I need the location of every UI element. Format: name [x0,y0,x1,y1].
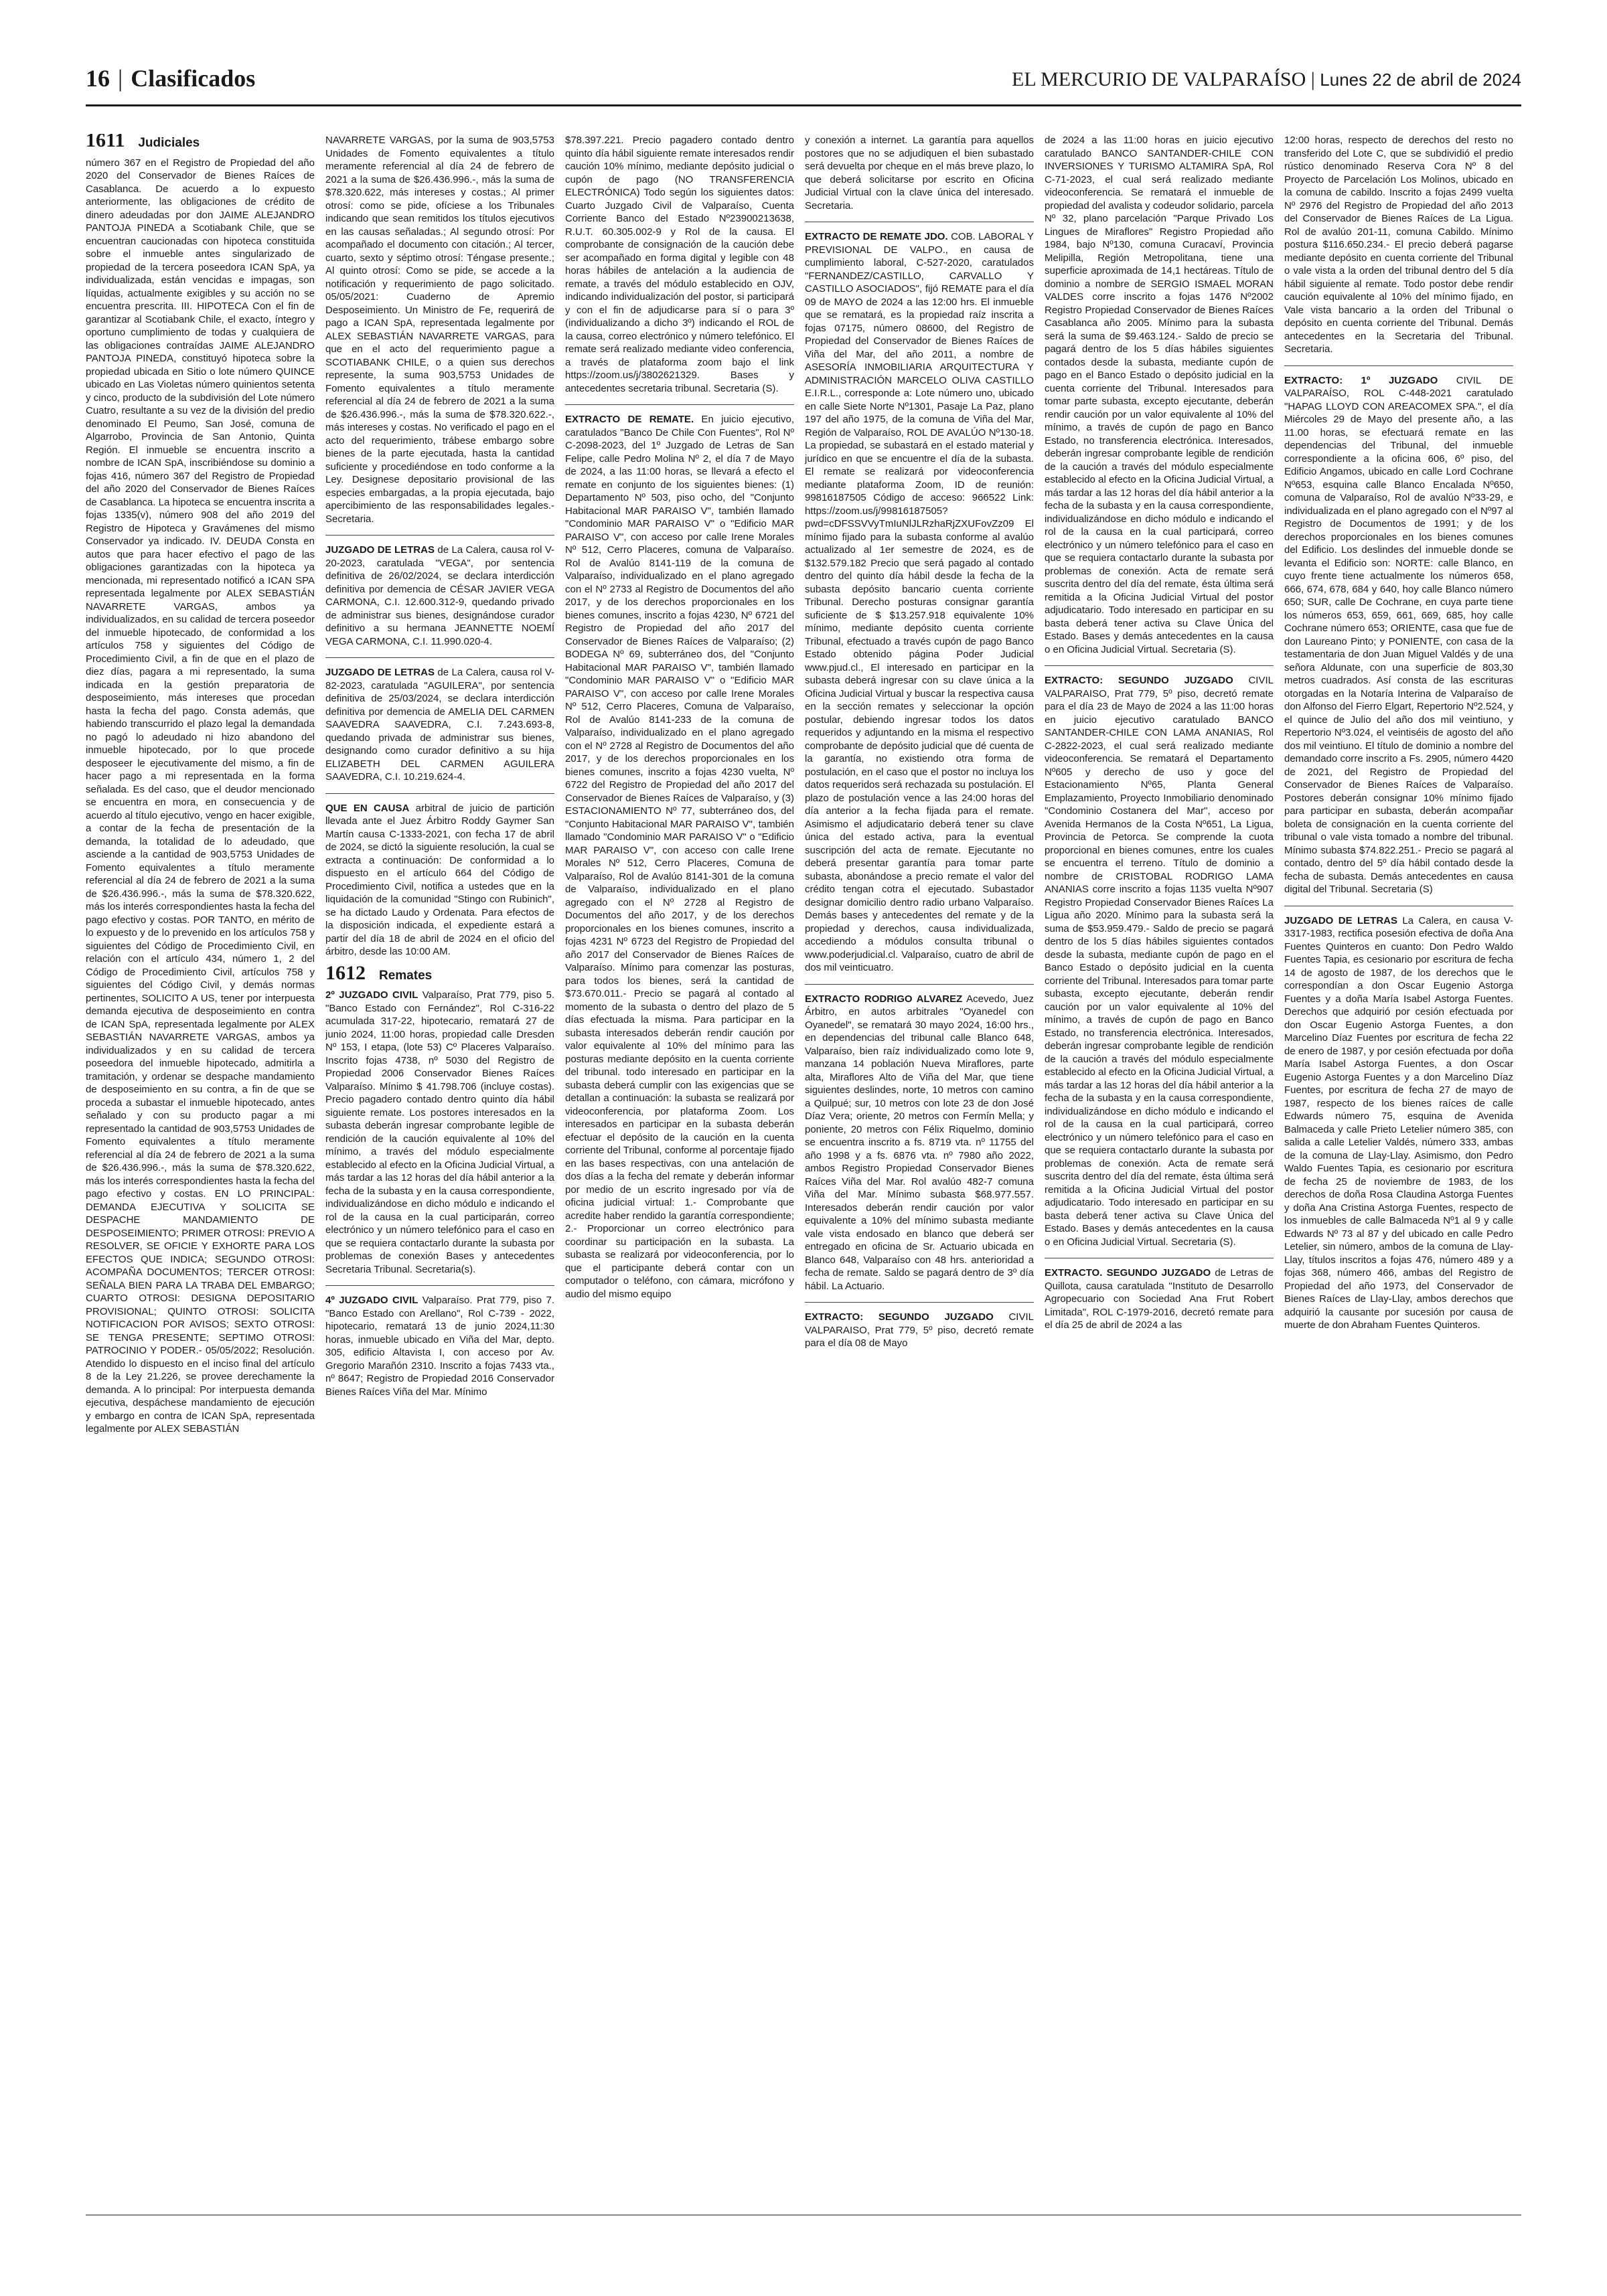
notice [565,413,794,1301]
notice-heading: JUZGADO DE LETRAS [325,667,435,678]
notice-heading: EXTRACTO DE REMATE. [565,414,694,425]
notice-text: de La Calera, causa rol V-82-2023, caratulada "AGUILERA", por sentencia definitiva de 25/03/2024, se declara interdicción definitiva por demencia de AMELIA DEL CARMEN SAAVEDRA SAAVEDRA, C.I. 7.243.693-8, quedando privada de administrar sus bienes, designando como curador definitivo a su hija ELIZABETH DEL CARMEN AGUILERA SAAVEDRA, C.I. 10.219.624-4. [325,667,554,783]
notice-heading: 2º JUZGADO CIVIL [325,989,418,1001]
column-1 [86,134,315,1444]
notice [325,544,554,648]
notice-text: Valparaíso, Prat 779, piso 5. "Banco Estado con Fernández", Rol C-316-22 acumulada 317-22, hipotecario, rematará 27 de junio 2024, 11:00 horas, propiedad calle Dresden Nº 153, I etapa, (lote 53) Cº Placeres Valparaíso. Inscrito fojas 4738, nº 5030 del Registro de Propiedad 2006 Conservador Bienes Raíces Valparaíso. Mínimo $ 41.798.706 (incluye costas). Precio pagadero contado dentro quinto día hábil siguiente remate. Los postores interesados en la subasta deberán ingresar comprobante legible de rendición de la caución equivalente al 10% del mínimo, a través del módulo especialmente establecido al efecto en la Oficina Judicial Virtual, a más tardar a las 12 horas del día hábil anterior a la fecha de la subasta y en la causa correspondiente, individualizándose en dicho módulo e indicando el rol de la causa en la cual participarán, correo electrónico y un número telefónico para el caso en que se requiera contactarlo durante la subasta por problemas de conexión Bases y antecedentes Secretaria Tribunal. Secretaria(s). [325,989,554,1275]
newspaper-name: EL MERCURIO DE VALPARAÍSO [1012,68,1306,90]
notice-divider [805,1302,1034,1303]
notice-heading: EXTRACTO DE REMATE JDO. [805,231,948,242]
footer-rule [86,2214,1521,2216]
notice-text: COB. LABORAL Y PREVISIONAL DE VALPO., en causa de cumplimiento laboral, C-527-2020, caratulados "FERNANDEZ/CASTILLO, CARVALLO Y CASTILLO ASOCIADOS", fijó REMATE para el día 09 de MAYO de 2024 a las 12:00 hrs. El inmueble que se rematará, es la propiedad raíz inscrita a fojas 07175, número 08600, del Registro de Propiedad del Conservador de Bienes Raíces de Viña del Mar, del año 2011, a nombre de ASESORÍA INMOBILIARIA ARQUITECTURA Y ADMINISTRACIÓN MARCELO OLIVA CASTILLO E.I.R.L., corresponde a: Lote número uno, ubicado en calle Siete Norte Nº1301, Pasaje La Paz, plano 197 del año 1975, de la comuna de Viña del Mar, Región de Valparaíso, ROL DE AVALÚO Nº130-18. La propiedad, se subastará en el estado material y jurídico en que se encuentre el día de la subasta. El remate se realizará por videoconferencia mediante plataforma Zoom, ID de reunión: 99816187505 Código de acceso: 966522 Link: https://zoom.us/j/99816187505?pwd=cDFSSVVyTmIuNlJLRzhaRjZXUFovZz09 El mínimo fijado para la subasta conforme al avalúo actualizado al 1er semestre de 2024, es de $132.579.182 Precio que será pagado al contado dentro del quinto día hábil desde la fecha de la subasta depósito bancario cuenta corriente Tribunal. Derecho posturas consignar garantía suficiente de $ $13.257.918 equivalente 10% mínimo, mediante depósito cuenta corriente Tribunal, efectuado a través cupón de pago Banco Estado obtenido página Poder Judicial www.pjud.cl., El interesado en participar en la subasta deberá ingresar con su clave única a la Oficina Judicial Virtual y buscar la respectiva causa en la sección remates y seleccionar la opción postular, debiendo ingresar todos los datos requeridos y adjuntando en la misma el respectivo comprobante de depósito judicial que dé cuenta de la garantía, no existiendo otra forma de postulación, en el caso que el postor no incluya los datos requeridos será rechazada su postulación. El plazo de postulación vence a las 24:00 horas del día anterior a la fecha fijada para el remate. Asimismo el adjudicatario deberá tener su clave única del estado activa, para la eventual suscripción del acta de remate. Ejecutante no deberá presentar garantía para tomar parte subasta, abonándose a precio remate el valor del crédito tengan cotra el ejecutado. Subastador designar domicilio dentro radio urbano Valparaíso. Demás bases y antecedentes del remate y de la propiedad y derechos, causa individualizada, accediendo a módulos consulta tribunal o www.poderjudicial.cl. Valparaíso, cuatro de abril de dos mil veinticuatro. [805,231,1034,973]
notice-text: CIVIL VALPARAISO, Prat 779, 5º piso, decretó remate para el día 08 de Mayo [805,1311,1034,1349]
notice-text: de 2024 a las 11:00 horas en juicio ejecutivo caratulado BANCO SANTANDER-CHILE CON INVERSIONES Y TURISMO ALTAMIRA SpA, Rol C-71-2023, el cual será realizado mediante videoconferencia. Se rematará el inmueble de propiedad del avalista y codeudor solidario, parcela Nº 32, plano parcelación "Parque Privado Los Lingues de Miraflores" Registro Propiedad año 1984, bajo Nº130, comuna Curacaví, Provincia Melipilla, Región Metropolitana, tiene una superficie aproximada de 14,1 hectáreas. Título de dominio a nombre de SERGIO ISMAEL MORAN VALDES corre inscrito a fojas 1476 Nº2002 Registro Propiedad Conservador de Bienes Raíces Casablanca año 2005. Mínimo para la subasta será la suma de $9.463.124.- Saldo de precio se pagará dentro de los 5 días hábiles siguientes contados desde la subasta, mediante cupón de pago en el Banco Estado o depósito judicial en la cuenta corriente del Tribunal. Interesados para tomar parte subasta, excepto ejecutante, deberán rendir caución por un valor equivalente al 10% del mínimo, a través de cupón de pago en Banco Estado, no transferencia electrónica. Interesados, deberán ingresar comprobante legible de rendición de la caución a través del módulo especialmente establecido al efecto en la Oficina Judicial Virtual, a más tardar a las 12 horas del día hábil anterior a la fecha de la subasta y en la causa correspondiente, individualizándose en dicho módulo e indicando el rol de la causa en la cual participará, correo electrónico y un número telefónico para el caso en que se requiera contactarlo durante la subasta por problemas de conexión. Acta de remate será suscrita dentro del día del remate, ésta última será remitida a la Oficina Judicial Virtual del postor adjudicatario. Todo interesado en participar en su basta deberá tener activa su Clave Única del Estado. Bases y demás antecedentes en la causa o en Oficina Judicial Virtual. Secretaria (S). [1045,135,1274,655]
notice-text: En juicio ejecutivo, caratulados "Banco De Chile Con Fuentes", Rol Nº C-2098-2023, del 1º Juzgado de Letras de San Felipe, calle Pedro Molina Nº 2, el día 7 de Mayo de 2024, a las 11:00 horas, se llevará a efecto el remate en conjunto de los siguientes bienes: (1) Departamento Nº 503, piso ocho, del "Conjunto Habitacional MAR PARAISO V", también llamado "Condominio MAR PARAISO V" o "Edificio MAR PARAISO V", con acceso por calle Irene Morales Nº 512, Cerro Placeres, comuna de Valparaíso. Rol de Avalúo 8141-119 de la comuna de Valparaíso, individualizado en el plano agregado con el Nº 2733 al Registro de Documentos del año 2017, y de los derechos proporcionales en los bienes comunes, inscrito a fojas 4230, Nº 6721 del Registro de Propiedad del año 2017 del Conservador de Bienes Raíces de Valparaíso; (2) BODEGA Nº 69, subterráneo dos, del "Conjunto Habitacional MAR PARAISO V", también llamado "Condominio MAR PARAISO V" o "Edificio MAR PARAISO V", con acceso por calle Irene Morales Nº 512, Cerro Placeres, Comuna de Valparaíso, Rol de Avalúo 8141-233 de la comuna de Valparaíso, individualizado en el plano agregado con el Nº 2728 al Registro de Documentos del año 2017, y de los derechos proporcionales en los bienes comunes, inscrito a fojas 4230 vuelta, Nº 6722 del Registro de Propiedad del año 2017 del Conservador de Bienes Raíces de Valparaíso, y (3) ESTACIONAMIENTO Nº 77, subterráneo dos, del "Conjunto Habitacional MAR PARAISO V", también llamado "Condominio MAR PARAISO V" o "Edificio MAR PARAISO V", con acceso con calle Irene Morales Nº 512, Cerro Placeres, Comuna de Valparaíso, Rol de Avalúo 8141-301 de la comuna de Valparaíso, individualizado en el plano agregado con el Nº 2728 al Registro de Documentos del año 2017, y de los derechos proporcionales en los bienes comunes, inscrito a fojas 4231 Nº 6723 del Registro de Propiedad del año 2017 del Conservador de Bienes Raíces de Valparaíso. Mínimo para comenzar las posturas, para todos los bienes, será la cantidad de $73.670.011.- Precio se pagará al contado al momento de la subasta o dentro del plazo de 5 días efectuada la misma. Para participar en la subasta interesados deberán rendir caución por valor equivalente al 10% del mínimo para las posturas mediante depósito en la cuenta corriente del tribunal. todo interesado en participar en la subasta deberá cumplir con las exigencias que se detallan a continuación: la subasta se realizará por videoconferencia, por plataforma Zoom. Los interesados en participar en la subasta deberán efectuar el depósito de la caución en la cuenta corriente del Tribunal, conforme al porcentaje fijado en las bases respectivas, con una antelación de dos días a la fecha del remate y deberán informar por medio de un escrito ingresado por vía de oficina judicial virtual: 1.- Comprobante que acredite haber rendido la garantía correspondiente; 2.- Proporcionar un correo electrónico para coordinar su participación en la subasta. La subasta se realizará por videoconferencia, por lo que el participante deberá contar con un computador o teléfono, con cámara, micrófono y audio del mismo equipo [565,414,794,1300]
masthead-separator: | [1310,68,1315,90]
notice-heading: QUE EN CAUSA [325,802,410,814]
notice-heading: JUZGADO DE LETRAS [1284,914,1398,926]
notice [805,1311,1034,1350]
issue-date: Lunes 22 de abril de 2024 [1320,70,1521,90]
column-5 [1045,134,1274,1340]
notice-text: $78.397.221. Precio pagadero contado dentro quinto día hábil siguiente remate interesados rendir caución 10% mínimo, mediante depósito judicial o cupón de pago (NO TRANSFERENCIA ELECTRÓNICA) Todo según los siguientes datos: Cuarto Juzgado Civil de Valparaíso, Cuenta Corriente Banco del Estado Nº23900213638, R.U.T. 60.305.002-9 y Rol de la causa. El comprobante de consignación de la caución debe ser acompañado en forma digital y legible con 48 horas hábiles de antelación a la audiencia de remate, a través del módulo establecido en OJV, indicando individualización del postor, si participará y con el fin de adjudicarse para sí o para 3º (individualizando a dicho 3º) indicando el ROL de la causa, correo electrónico y número telefónico. El remate será realizado mediante video conferencia, a través de plataforma zoom bajo el link https://zoom.us/j/3802621329. Bases y antecedentes secretaria tribunal. Secretaria (S). [565,135,794,394]
notice-text: de La Calera, causa rol V-20-2023, caratulada "VEGA", por sentencia definitiva de 26/02/2024, se declara interdicción definitiva por demencia de CÉSAR JAVIER VEGA CARMONA, C.I. 12.600.312-9, quedando privado de administrar sus bienes, designándose curador definitivo a su hermana JEANNETTE NOEMÍ VEGA CARMONA, C.I. 11.990.020-4. [325,544,554,647]
notice-text: arbitral de juicio de partición llevada ante el Juez Árbitro Roddy Gaymer San Martín causa C-1333-2021, con fecha 17 de abril de 2024, se dictó la siguiente resolución, la cual se extracta a continuación: De conformidad a lo dispuesto en el artículo 664 del Código de Procedimiento Civil, notifica a ustedes que en la liquidación de la comunidad "Stingo con Rubinich", se ha dictado Laudo y Ordenata. Para efectos de la disposición indicada, el expediente estará a partir del día 18 de abril de 2024 en el oficio del árbitro, desde las 10:00 AM. [325,802,554,957]
notice-divider [325,535,554,536]
section-title: Remates [379,968,433,983]
page-label [86,64,255,92]
notice-divider [325,1285,554,1286]
notice [325,802,554,959]
column-2 [325,134,554,1406]
notice-divider [1045,665,1274,666]
notice [325,666,554,784]
notice-heading: EXTRACTO: SEGUNDO JUZGADO [1045,675,1233,686]
section-heading-remates [325,961,554,984]
notice-divider [565,404,794,405]
notice [1045,1266,1274,1332]
notice-text: y conexión a internet. La garantía para aquellos postores que no se adjudiquen el bien subastado será devuelta por cheque en el más breve plazo, lo que deberá solicitarse por escrito en Oficina Judicial Virtual con la clave única del interesado. Secretaria. [805,135,1034,212]
notice-divider [805,984,1034,985]
notice-text: La Calera, en causa V-3317-1983, rectifica posesión efectiva de doña Ana Fuentes Quinteros en cuanto: Don Pedro Waldo Fuentes Tapia, es cesionario por escritura de fecha 14 de agosto de 1987, de los derechos que le correspondían a don Oscar Eugenio Astorga Fuentes y a doña María Isabel Astorga Fuentes. Derechos que adquirió por cesión efectuada por don Oscar Eugenio Astorga Fuentes, a don Marcelino Díaz Fuentes por escritura de fecha 22 de enero de 1987, y por cesión efectuada por doña María Isabel Astorga Fuentes, a don Oscar Eugenio Astorga Fuentes y a don Marcelino Díaz Fuentes, por escritura de fecha 27 de mayo de 1987, respecto de los bienes raíces de calle Edwards número 75, esquina de Avenida Balmaceda y calle Prieto Letelier número 385, con salida a calle Letelier Valdés, número 333, ambas de la comuna de Llay-Llay. Asimismo, don Pedro Waldo Fuentes Tapia, es cesionario por escritura de fecha 25 de noviembre de 1983, de los derechos de doña Rosa Claudina Astorga Fuentes y doña Ana Cristina Astorga Fuentes, respecto de los inmuebles de calle Balmaceda Nº1 al 9 y calle Edwards Nº 73 al 87 y del ubicado en calle Pedro Letelier, sin número, ambos de la comuna de Llay-Llay, títulos inscritos a fojas 476, número 489 y a fojas 368, número 466, ambas del Registro de Propiedad del año 1973, del Conservador de Bienes Raíces de Llay-Llay, ambos derechos que adquirió la causante por sucesión por causa de muerte de don Abraham Fuentes Quinteros. [1284,914,1513,1331]
column-3 [565,134,794,1309]
notice-heading: EXTRACTO RODRIGO ALVAREZ [805,993,963,1005]
notice [325,989,554,1276]
header-rule [86,104,1521,106]
notice-text: de Letras de Quillota, causa caratulada "Instituto de Desarrollo Agropecuario con Sociedad Ana Frut Robert Limitada", ROL C-1979-2016, decretó remate para el día 25 de abril de 2024 a las [1045,1267,1274,1331]
page-header [86,64,1521,102]
masthead [1012,68,1521,91]
section-code: 1611 [86,134,125,151]
notice-text: CIVIL VALPARAISO, Prat 779, 5º piso, decretó remate para el día 23 de Mayo de 2024 a las 11:00 horas en juicio ejecutivo caratulado BANCO SANTANDER-CHILE CON LAMA ANANIAS, Rol C-2822-2023, el cual será realizado mediante videoconferencia. Se rematará el Departamento Nº605 y derecho de uso y goce del Estacionamiento Nº65, Planta General Emplazamiento, Proyecto Inmobiliario denominado "Condominio Costanera del Mar", acceso por Avenida Hermanos de la Costa Nº651, La Ligua, Provincia de Petorca. Se comprende la cuota proporcional en bienes comunes, entre los cuales se encuentra el terreno. Título de dominio a nombre de CRISTOBAL RODRIGO LAMA ANANIAS corre inscrito a fojas 1135 vuelta Nº907 Registro Propiedad Conservador Bienes Raíces La Ligua año 2020. Mínimo para la subasta será la suma de $53.959.479.- Saldo de precio se pagará dentro de los 5 días hábiles siguientes contados desde la subasta, mediante cupón de pago en el Banco Estado o depósito judicial en la cuenta corriente del Tribunal. Interesados para tomar parte subasta, excepto ejecutante, deberán rendir caución por un valor equivalente al 10% del mínimo, a través de cupón de pago en Banco Estado, no transferencia electrónica. Interesados, deberán ingresar comprobante legible de rendición de la caución a través del módulo especialmente establecido al efecto en la Oficina Judicial Virtual, a más tardar a las 12 horas del día hábil anterior a la fecha de la subasta y en la causa correspondiente, individualizándose en dicho módulo e indicando el rol de la causa en la cual participará, correo electrónico y un número telefónico para el caso en que se requiera contactarlo durante la subasta por problemas de conexión. Acta de remate será suscrita dentro del día del remate, ésta última será remitida a la Oficina Judicial Virtual del postor adjudicatario. Todo interesado en participar en su basta deberá tener activa su Clave Única del Estado. Bases y demás antecedentes en la causa o en Oficina Judicial Virtual. Secretaria (S). [1045,675,1274,1248]
section-name: Clasificados [131,65,256,92]
notice [325,1294,554,1398]
notice-text: Valparaíso. Prat 779, piso 7. "Banco Estado con Arellano", Rol C-739 - 2022, hipotecario, rematará 13 de junio 2024,11:30 horas, inmueble ubicado en Viña del Mar, depto. 305, edificio Altavista I, con acceso por Av. Gregorio Marañón 2310. Inscrito a fojas 7433 vta., nº 8647; Registro de Propiedad 2016 Conservador Bienes Raíces Viña del Mar. Mínimo [325,1295,554,1398]
notice-text: 12:00 horas, respecto de derechos del resto no transferido del Lote C, que se subdividió el predio rústico denominado Reserva Cora Nº 8 del Proyecto de Parcelación Los Molinos, ubicado en la comuna de cabildo. Inscrito a fojas 2499 vuelta Nº 2976 del Registro de Propiedad del año 2013 del Conservador de Bienes Raíces de La Ligua. Rol de avalúo 201-11, comuna Cabildo. Mínimo postura $116.650.234.- El precio deberá pagarse mediante depósito en cuenta corriente del Tribunal o vale vista a la orden del tribunal dentro del 5 día hábil siguiente al remate. Todo postor debe rendir caución equivalente al 10% del mínimo fijado, en Vale vista bancario a la orden del Tribunal o depósito en cuenta corriente del Tribunal. Demás antecedentes en la Secretaria del Tribunal. Secretaria. [1284,135,1513,355]
column-4 [805,134,1034,1358]
page-number: 16 [86,65,110,92]
notice-divider [325,793,554,794]
notice [805,230,1034,975]
notice-text: número 367 en el Registro de Propiedad del año 2020 del Conservador de Bienes Raíces de Casablanca. De acuerdo a lo expuesto anteriormente, las obligaciones de crédito de dinero adeudadas por don JAIME ALEJANDRO PANTOJA PINEDA a Scotiabank Chile, que se encuentran caucionadas con hipoteca constituida sobre el inmueble antes singularizado de propiedad de la tercera poseedora ICAN SpA, ya individualizada, están vencidas e impagas, son líquidas, actualmente exigibles y su acción no se encuentra prescrita. III. HIPOTECA Con el fin de garantizar al Scotiabank Chile, el exacto, íntegro y oportuno cumplimiento de todas y cualquiera de las obligaciones contraídas JAIME ALEJANDRO PANTOJA PINEDA, constituyó hipoteca sobre la propiedad ubicada en Sitio o lote número QUINCE ubicado en Las Violetas número quinientos setenta y cinco, producto de la subdivisión del Lote número Cuatro, resultante a su vez de la división del predio denominado El Peumo, San José, comuna de Algarrobo, Provincia de San Antonio, Quinta Región. El inmueble se encuentra inscrito a nombre de ICAN SpA, inscribiéndose su dominio a fojas 416, número 367 del Registro de Propiedad del año 2020 del Conservador de Bienes Raíces de Casablanca. La hipoteca se encuentra inscrita a fojas 1335(v), número 908 del año 2019 del Registro de Hipoteca y Gravámenes del mismo Conservador ya indicado. IV. DEUDA Consta en autos que para hacer efectivo el pago de las obligaciones garantizadas con la hipoteca ya mencionada, mi representado notificó a ICAN SPA representada legalmente por ALEX SEBASTIÁN NAVARRETE VARGAS, ambos ya individualizados, en su calidad de tercera poseedor del inmueble hipotecado, de conformidad a los artículos 758 y siguientes del Código de Procedimiento Civil, a fin de que en el plazo de diez días, pagara a mi representado, la suma indicada en la gestión preparatoria de desposeimiento, más intereses que procedan hasta la fecha del pago. Consta además, que habiendo transcurrido el plazo legal la demandada no pagó lo adeudado ni hizo abandono del inmueble hipotecado, por lo que procede desposeer le ejecutivamente del mismo, a fin de hacer pago a mi representada en la forma señalada. Es del caso, que el deudor mencionado se encuentra en mora, en consecuencia y de acuerdo al título ejecutivo, vengo en hacer exigible, a contar de la fecha de presentación de la demanda, la totalidad de lo adeudado, que asciende a la cantidad de 903,5753 Unidades de Fomento equivalentes a título meramente referencial al día 24 de febrero de 2021 a la suma de $26.436.996.-, más la suma de $78.320.622, más los interés correspondientes hasta la fecha del pago efectivo y costas. POR TANTO, en mérito de lo expuesto y de lo prevenido en los artículos 758 y siguientes del Código de Procedimiento Civil, en relación con el artículo 434, número 1, 2 del Código de Procedimiento Civil, artículos 758 y siguientes del Código Civil, y demás normas pertinentes, SOLICITO A US, tener por interpuesta demanda ejecutiva de desposeimiento en contra de ICAN SpA, representada legalmente por ALEX SEBASTIÁN NAVARRETE VARGAS, ambos ya individualizados y en su calidad de tercera poseedora del inmueble hipotecado, admitirla a tramitación, y ordenar se despache mandamiento de desposeimiento en su contra, a fin de que se proceda a subastar el inmueble hipotecado, antes señalado y con su producto pagar a mi representado la cantidad de 903,5753 Unidades de Fomento equivalentes a título meramente referencial al día 24 de febrero de 2021 a la suma de $26.436.996.-, más la suma de $78.320.622, más los interés correspondientes hasta la fecha del pago efectivo y costas. EN LO PRINCIPAL: DEMANDA EJECUTIVA Y SOLICITA SE DESPACHE MANDAMIENTO DE DESPOSEIMIENTO; PRIMER OTROSI: PREVIO A RESOLVER, SE OFICIE Y EXHORTE PARA LOS EFECTOS QUE INDICA; SEGUNDO OTROSI: ACOMPAÑA DOCUMENTOS; TERCER OTROSI: SEÑALA BIEN PARA LA TRABA DEL EMBARGO; CUARTO OTROSI: DESIGNA DEPOSITARIO PROVISIONAL; QUINTO OTROSI: SOLICITA NOTIFICACION POR AVISOS; SEXTO OTROSI: SE TENGA PRESENTE; SEPTIMO OTROSI: PATROCINIO Y PODER.- 05/05/2022; Resolución. Atendido lo dispuesto en el inciso final del artículo 8 de la Ley 21.226, se provee derechamente la demanda. A lo principal: Por interpuesta demanda ejecutiva, despáchese mandamiento de ejecución y embargo en contra de ICAN SpA, representada legalmente por ALEX SEBASTIÁN [86,157,315,1434]
notice-heading: 4º JUZGADO CIVIL [325,1295,418,1306]
notice [805,993,1034,1293]
header-separator: | [118,65,123,92]
notice-heading: EXTRACTO. SEGUNDO JUZGADO [1045,1267,1211,1279]
notice [1284,374,1513,896]
notice-divider [1284,365,1513,366]
notice [1284,914,1513,1332]
notice-divider [325,657,554,658]
column-6 [1284,134,1513,1340]
notice-text: CIVIL DE VALPARAÍSO, ROL C-448-2021 caratulado "HAPAG LLOYD CON AREACOMEX SPA.", el día Miércoles 29 de Mayo del presente año, a las 11.00 horas, se efectuará remate en las dependencias del Tribunal, del inmueble correspondiente a la oficina 606, 6º piso, del Edificio Angamos, ubicado en calle Lord Cochrane Nº653, esquina calle Blanco Encalada Nº650, comuna de Valparaíso, Rol de avalúo Nº33-29, e individualizada en el plano agregado con el Nº97 al Registro de Documentos de 1991; y de los derechos proporcionales en los bienes comunes del Edificio. Los deslindes del inmueble donde se levanta el Edificio son: NORTE: calle Blanco, en cuyo frente tiene actualmente los números 658, 666, 674, 678, 684 y 640, hoy calle Blanco número 650; SUR, calle De Cochrane, en cuya parte tiene los números 653, 659, 661, 669, 685, hoy calle Cochrane número 653; ORIENTE, casa que fue de don Laureano Pinto; y PONIENTE, con casa de la testamentaria de don Juan Miguel Valdés y de una señora Aldunate, con una superficie de 803,30 metros cuadrados. Así consta de las escrituras otorgadas en la Notaría Interina de Valparaíso de don Alfonso del Fierro Elgart, Repertorio Nº2.524, y el quince de Julio del año dos mil veintiuno, y Repertorio Nº3.024, el veintiséis de agosto del año dos mil veintiuno. El título de dominio a nombre del demandado corre inscrito a Fs. 2905, número 4420 de 2021, del Registro de Propiedad del Conservador de Bienes Raíces de Valparaíso. Postores deberán consignar 10% mínimo fijado para participar en subasta, deberán acompañar boleta de consignación en la cuenta corriente del tribunal o vale vista tomado a nombre del tribunal. Mínimo subasta $74.822.251.- Precio se pagará al contado, dentro del 5º día hábil contado desde la fecha de subasta. Demás antecedentes en causa digital del Tribunal. Secretaria (S) [1284,374,1513,895]
notice-heading: JUZGADO DE LETRAS [325,544,435,556]
section-title: Judiciales [138,136,200,150]
notice-heading: EXTRACTO: SEGUNDO JUZGADO [805,1311,994,1323]
section-heading-judiciales [86,134,315,150]
section-code: 1612 [325,961,366,984]
notice-text: NAVARRETE VARGAS, por la suma de 903,5753 Unidades de Fomento equivalentes a título meramente referencial al día 24 de febrero de 2021 a la suma de $26.436.996.-, más la suma de $78.320.622, más intereses y costas.; Al primer otrosí: como se pide, ofíciese a los Tribunales indicando que sean remitidos los títulos ejecutivos en las causas señaladas.; Al segundo otrosí: Por acompañado el documento con citación.; Al tercer, cuarto, sexto y séptimo otrosí: Téngase presente.; Al quinto otrosí: Como se pide, se accede a la notificación y requerimiento de pago solicitado. 05/05/2021: Cuaderno de Apremio Desposeimiento. Un Ministro de Fe, requerirá de pago a ICAN SpA, representada legalmente por ALEX SEBASTIÁN NAVARRETE VARGAS, para que en el acto del requerimiento pague a SCOTIABANK CHILE, o a quien sus derechos represente, la suma 903,5753 Unidades de Fomento equivalentes a título meramente referencial al día 24 de febrero de 2021 a la suma de $26.436.996.-, más la suma de $78.320.622.-, más intereses y costas. No verificado el pago en el acto del requerimiento, trábese embargo sobre bienes de la parte ejecutada, hasta la cantidad suficiente y procediéndose en todo conforme a la Ley. Designese depositario provisional de las especies embargadas, a la propia ejecutada, bajo apercibimiento de las responsabilidades legales.- Secretaria. [325,135,554,525]
notice-heading: EXTRACTO: 1º JUZGADO [1284,374,1438,386]
notice-text: Acevedo, Juez Árbitro, en autos arbitrales "Oyanedel con Oyanedel", se rematará 30 mayo 2024, 16:00 hrs., en dependencias del tribunal calle Blanco 648, Valparaíso, bien raíz individualizado como lote 9, manzana 14 población Nueva Miraflores, parte alta, Miraflores Alto de Viña del Mar, que tiene siguientes deslindes, norte, 10 metros con camino a Quilpué; sur, 10 metros con lote 23 de don José Díaz Vera; oriente, 20 metros con Fermín Mella; y poniente, 20 metros con Félix Riquelmo, dominio se encuentra inscrito a fs. 8719 vta. nº 11755 del año 1998 y a fs. 6876 vta. nº 7980 año 2022, ambos Registro Propiedad Conservador Bienes Raíces Viña del Mar. Rol avalúo 482-7 comuna Viña del Mar. Mínimo subasta $68.977.557. Interesados deberán rendir caución por valor equivalente a 10% del mínimo subasta mediante vale vista endosado en blanco que deberá ser entregado en oficina de Sr. Actuario ubicada en Blanco 648, Valparaíso con 48 hrs. anterioridad a fecha de remate. Saldo se pagará dentro de 3º día hábil. La Actuario. [805,993,1034,1292]
notice [1045,674,1274,1248]
